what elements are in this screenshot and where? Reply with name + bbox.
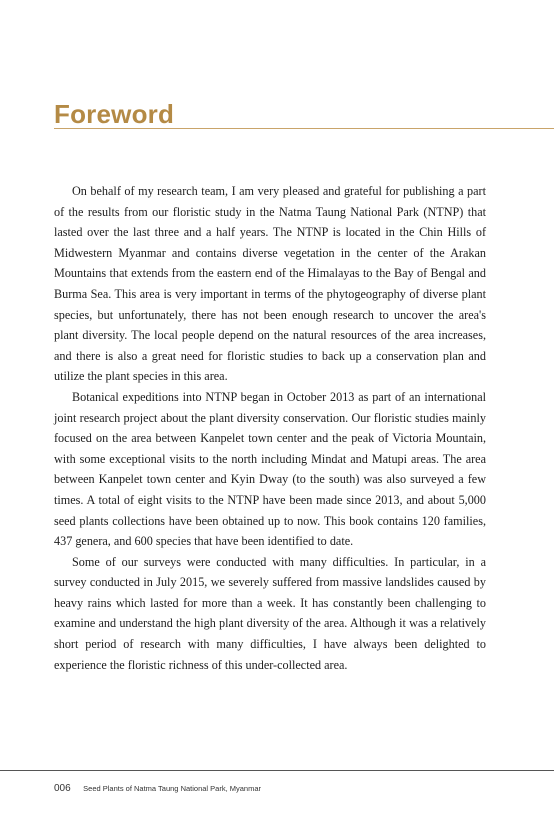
paragraph-3: Some of our surveys were conducted with many difficulties. In particular, in a survey conducted in July 2015, we severely suffered from massive landslides caused by heavy rains which lasted for more than a week. It has constantly been challenging to examine and understand the high plant diversity of the area. Although it was a relatively short period of research with many difficulties, I have always been delighted to experience the floristic richness of this under-collected area. [54,554,486,672]
footer-divider [0,770,554,771]
paragraph-1: On behalf of my research team, I am very pleased and grateful for publishing a part of the results from our floristic study in the Natma Taung National Park (NTNP) that lasted over the last three and a half years. The NTNP is located in the Chin Hills of Midwestern Myanmar and contains diverse vegetation in the center of the Arakan Mountains that extends from the eastern end of the Himalayas to the Bay of Bengal and Burma Sea. This area is very important in terms of the phytogeography of diverse plant species, but unfortunately, there has not been enough research to uncover the area's plant diversity. The local people depend on the natural resources of the area increases, and there is also a great need for floristic studies to back up a conservation plan and utilize the plant species in this area. [54,184,486,384]
running-footer-title: Seed Plants of Natma Taung National Park, Myanmar [83,784,262,793]
paragraph-2: Botanical expeditions into NTNP began in October 2013 as part of an international joint research project about the plant diversity conservation. Our floristic studies mainly focused on the area between Kanpelet town center and the peak of Victoria Mountain, with some exceptional visits to the north including Mindat and Matupi areas. The area between Kanpelet town center and Kyin Dway (to the south) was also surveyed a few times. A total of eight visits to the NTNP have been made since 2013, and about 5,000 seed plants collections have been obtained up to now. This book contains 120 families, 437 genera, and 600 species that have been identified to date. [54,389,486,549]
title-underline [54,128,554,129]
page-footer [54,778,261,796]
page-title: Foreword [54,99,175,129]
page-number: 006 [54,783,71,794]
foreword-body [54,181,486,675]
